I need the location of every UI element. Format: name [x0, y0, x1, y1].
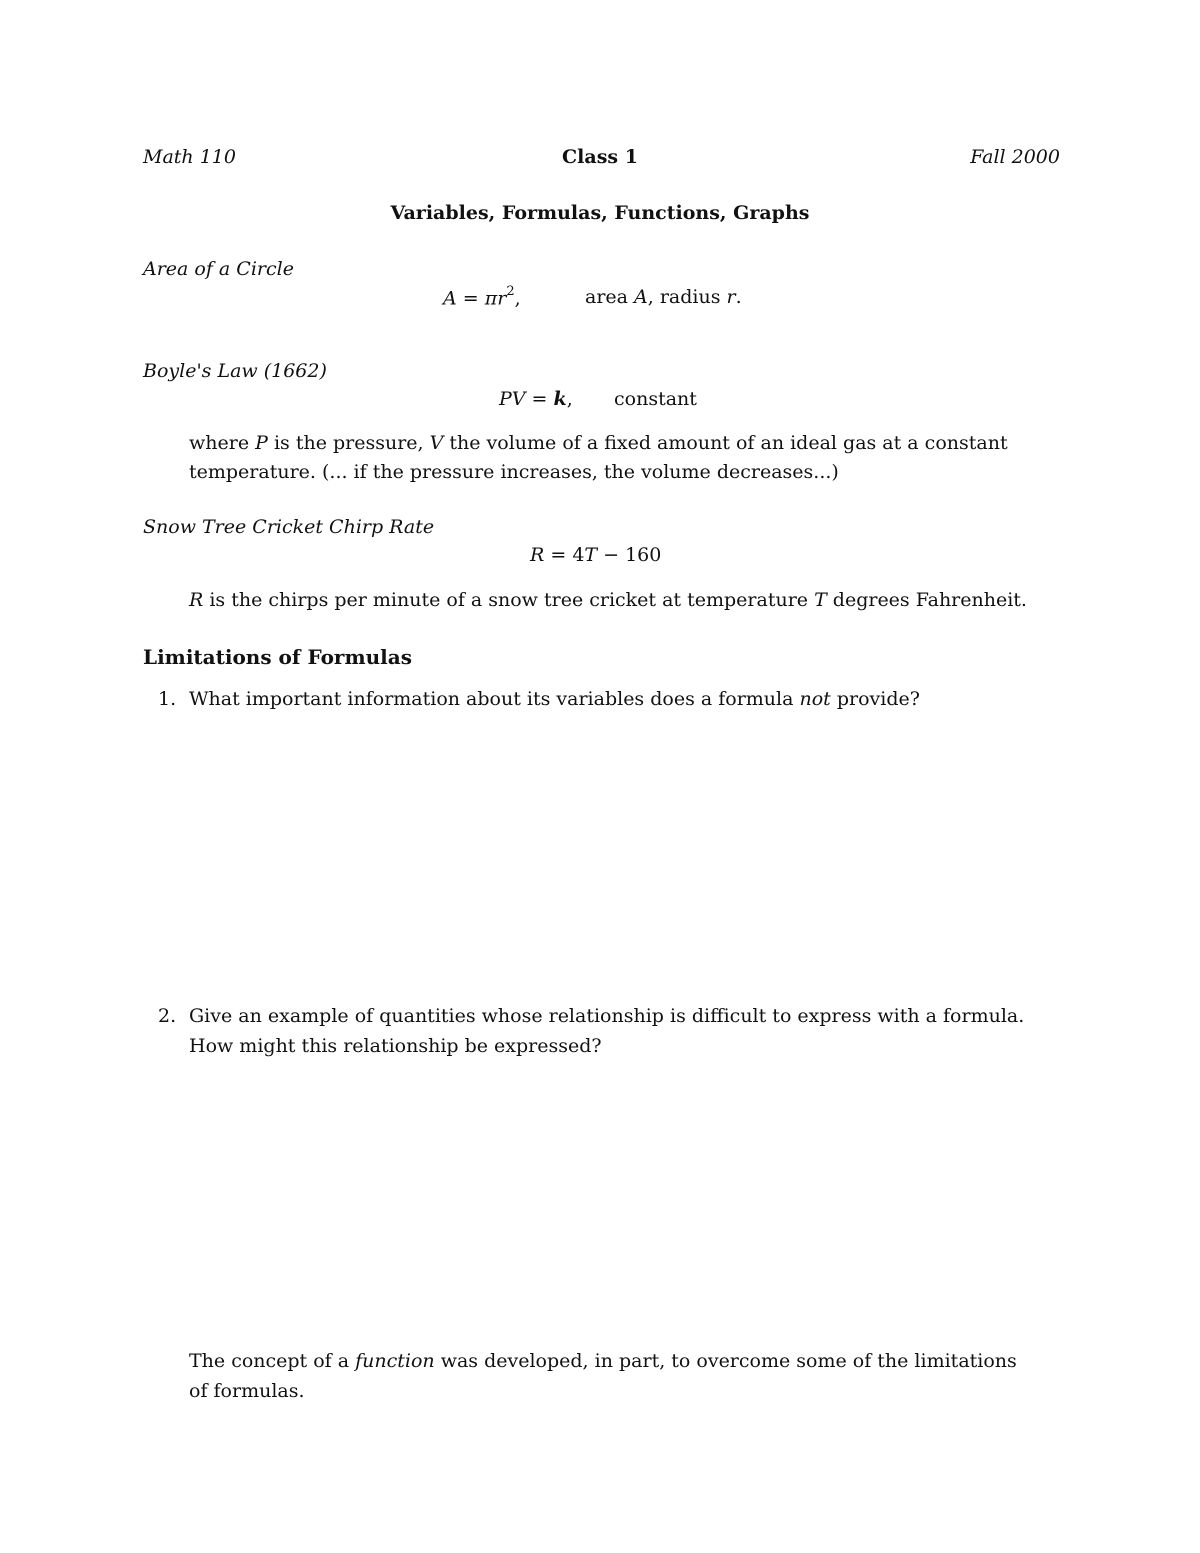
question-2-line2: How might this relationship be expressed? [189, 1035, 602, 1057]
desc-text: . [735, 286, 742, 308]
var-R: R [530, 544, 545, 566]
text: is the pressure, [267, 432, 430, 454]
formula-boyle-description: constant [614, 388, 697, 410]
formula-circle-area: $A = \pi r^2$, [443, 284, 521, 310]
var-V: V [429, 432, 444, 454]
emphasis: function [355, 1350, 435, 1372]
formula-cricket: R = 4T − 160 [530, 544, 662, 566]
var-A: A [443, 287, 457, 310]
boyle-explanation-line2: temperature. (... if the pressure increases, the volume decreases...) [189, 461, 839, 483]
expr-PV: PV [499, 388, 526, 410]
question-number: 1. [158, 688, 177, 710]
question-2-line1: Give an example of quantities whose relationship is difficult to express with a formula. [189, 1005, 1025, 1027]
cricket-explanation [189, 589, 1027, 611]
class-label: Class 1 [562, 146, 638, 168]
course-label: Math 110 [143, 146, 236, 168]
var-R: R [189, 589, 204, 611]
desc-text: area [585, 286, 635, 308]
section-heading-limitations: Limitations of Formulas [143, 645, 412, 669]
section-label-circle: Area of a Circle [143, 258, 294, 280]
var-r: r [726, 286, 736, 308]
formula-circle-description [585, 286, 742, 308]
constant: 160 [625, 544, 662, 566]
section-label-cricket: Snow Tree Cricket Chirp Rate [143, 516, 435, 538]
page-title: Variables, Formulas, Functions, Graphs [390, 202, 810, 224]
text: The concept of a [189, 1350, 356, 1372]
desc-text: , radius [647, 286, 727, 308]
conclusion-line1 [189, 1350, 1017, 1372]
emphasis: not [799, 688, 831, 710]
conclusion-line2: of formulas. [189, 1380, 305, 1402]
boyle-explanation-line1 [189, 432, 1008, 454]
text: the volume of a fixed amount of an ideal gas at a constant [443, 432, 1008, 454]
var-k: k [553, 388, 567, 410]
text: was developed, in part, to overcome some of the limitations [434, 1350, 1017, 1372]
expr-pi-r: πr [484, 287, 507, 310]
var-P: P [255, 432, 268, 454]
term-label: Fall 2000 [970, 146, 1060, 168]
section-label-boyle: Boyle's Law (1662) [143, 360, 327, 382]
text: What important information about its variables does a formula [189, 688, 800, 710]
text: provide? [830, 688, 920, 710]
text: degrees Fahrenheit. [826, 589, 1027, 611]
var-T: T [814, 589, 827, 611]
var-T: T [584, 544, 598, 566]
question-1-text [189, 688, 920, 710]
var-A: A [634, 286, 648, 308]
question-number: 2. [158, 1005, 177, 1027]
formula-boyle: PV = k, [499, 388, 573, 410]
text: is the chirps per minute of a snow tree cricket at temperature [203, 589, 815, 611]
text: where [189, 432, 256, 454]
exponent: 2 [506, 284, 515, 299]
coefficient: 4 [572, 544, 585, 566]
